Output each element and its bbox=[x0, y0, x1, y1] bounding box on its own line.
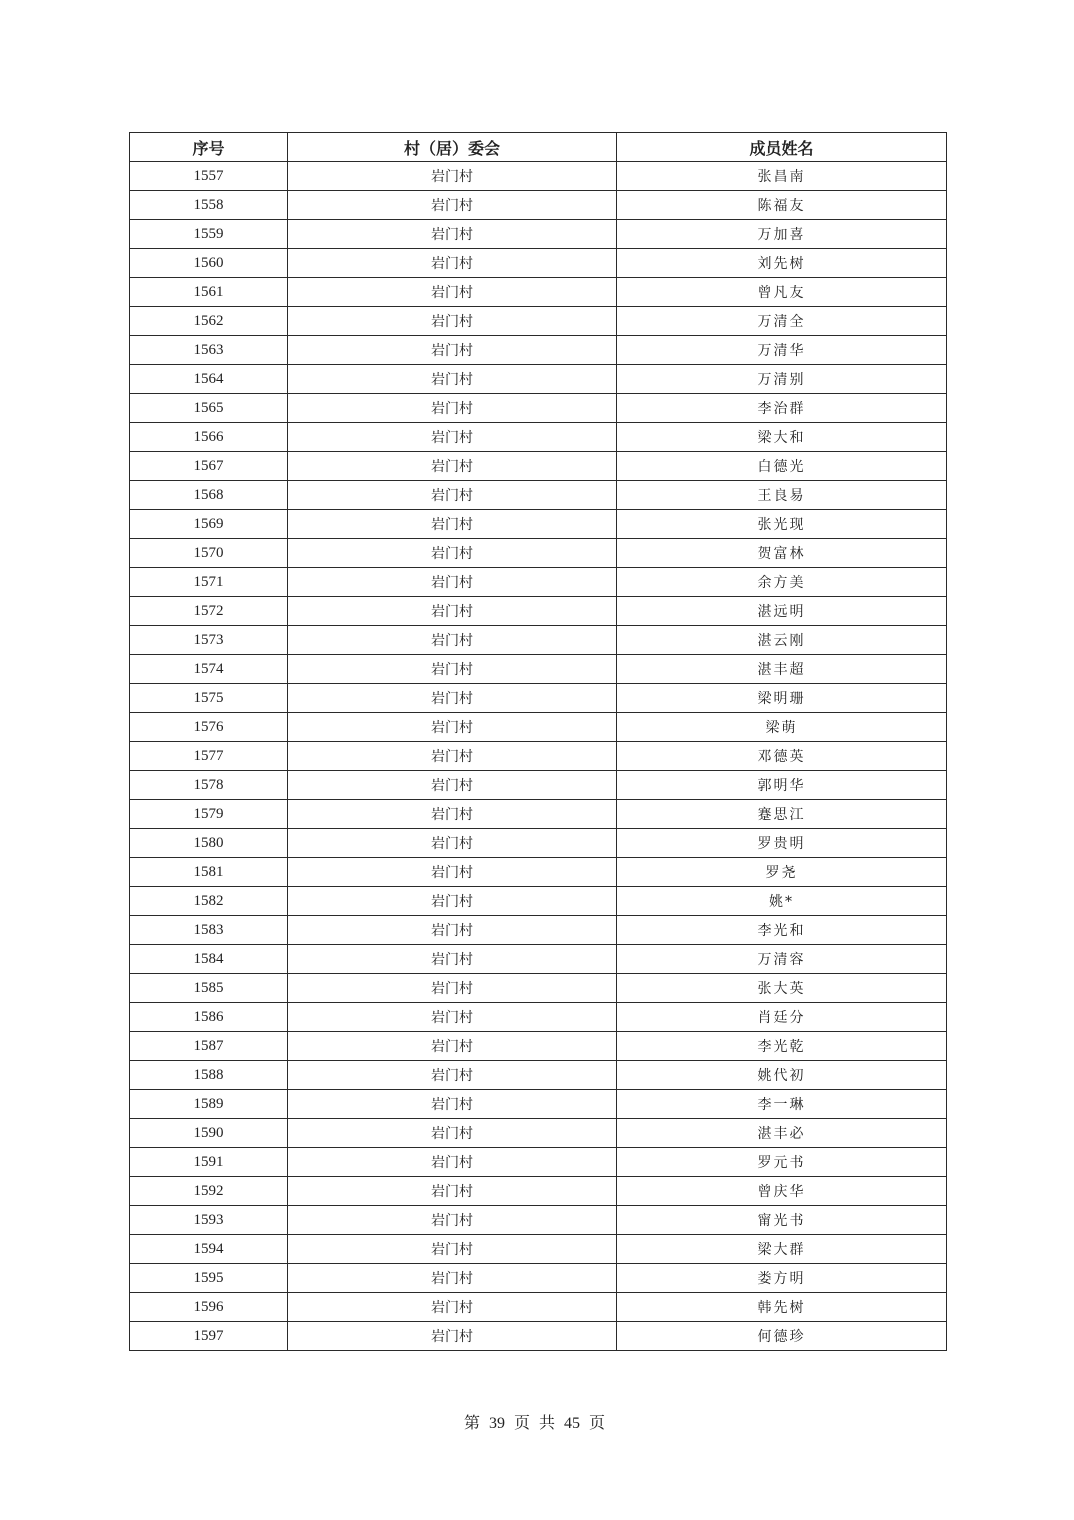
table-row bbox=[130, 800, 947, 829]
cell-committee: 岩门村 bbox=[288, 510, 617, 539]
table-row bbox=[130, 1293, 947, 1322]
table-row bbox=[130, 220, 947, 249]
table-row bbox=[130, 858, 947, 887]
cell-member-name: 张光现 bbox=[617, 510, 947, 539]
cell-seq: 1563 bbox=[130, 336, 288, 365]
cell-committee: 岩门村 bbox=[288, 1090, 617, 1119]
cell-member-name: 姚代初 bbox=[617, 1061, 947, 1090]
cell-member-name: 罗尧 bbox=[617, 858, 947, 887]
table-row bbox=[130, 336, 947, 365]
cell-member-name: 李光和 bbox=[617, 916, 947, 945]
cell-seq: 1588 bbox=[130, 1061, 288, 1090]
cell-member-name: 甯光书 bbox=[617, 1206, 947, 1235]
cell-member-name: 李治群 bbox=[617, 394, 947, 423]
cell-seq: 1578 bbox=[130, 771, 288, 800]
cell-committee: 岩门村 bbox=[288, 887, 617, 916]
cell-seq: 1561 bbox=[130, 278, 288, 307]
cell-committee: 岩门村 bbox=[288, 1264, 617, 1293]
cell-committee: 岩门村 bbox=[288, 1293, 617, 1322]
cell-committee: 岩门村 bbox=[288, 1177, 617, 1206]
cell-member-name: 张大英 bbox=[617, 974, 947, 1003]
cell-seq: 1591 bbox=[130, 1148, 288, 1177]
cell-seq: 1597 bbox=[130, 1322, 288, 1351]
cell-committee: 岩门村 bbox=[288, 568, 617, 597]
cell-seq: 1568 bbox=[130, 481, 288, 510]
table-row bbox=[130, 278, 947, 307]
cell-member-name: 湛丰必 bbox=[617, 1119, 947, 1148]
cell-member-name: 曾庆华 bbox=[617, 1177, 947, 1206]
cell-committee: 岩门村 bbox=[288, 481, 617, 510]
cell-member-name: 李光乾 bbox=[617, 1032, 947, 1061]
cell-member-name: 梁明珊 bbox=[617, 684, 947, 713]
cell-seq: 1593 bbox=[130, 1206, 288, 1235]
cell-seq: 1569 bbox=[130, 510, 288, 539]
table-row bbox=[130, 655, 947, 684]
cell-committee: 岩门村 bbox=[288, 191, 617, 220]
cell-seq: 1582 bbox=[130, 887, 288, 916]
cell-member-name: 白德光 bbox=[617, 452, 947, 481]
header-seq: 序号 bbox=[130, 133, 288, 162]
cell-committee: 岩门村 bbox=[288, 307, 617, 336]
cell-member-name: 余方美 bbox=[617, 568, 947, 597]
table-row bbox=[130, 597, 947, 626]
table-row bbox=[130, 974, 947, 1003]
table-row bbox=[130, 1090, 947, 1119]
cell-seq: 1566 bbox=[130, 423, 288, 452]
cell-seq: 1579 bbox=[130, 800, 288, 829]
cell-committee: 岩门村 bbox=[288, 916, 617, 945]
cell-member-name: 曾凡友 bbox=[617, 278, 947, 307]
cell-seq: 1570 bbox=[130, 539, 288, 568]
table-row bbox=[130, 539, 947, 568]
cell-seq: 1581 bbox=[130, 858, 288, 887]
cell-committee: 岩门村 bbox=[288, 858, 617, 887]
member-table bbox=[129, 132, 947, 1351]
cell-committee: 岩门村 bbox=[288, 278, 617, 307]
cell-member-name: 李一琳 bbox=[617, 1090, 947, 1119]
cell-member-name: 万清全 bbox=[617, 307, 947, 336]
cell-member-name: 张昌南 bbox=[617, 162, 947, 191]
cell-member-name: 肖廷分 bbox=[617, 1003, 947, 1032]
table-row bbox=[130, 307, 947, 336]
cell-seq: 1577 bbox=[130, 742, 288, 771]
cell-seq: 1580 bbox=[130, 829, 288, 858]
table-row bbox=[130, 568, 947, 597]
cell-member-name: 贺富林 bbox=[617, 539, 947, 568]
cell-member-name: 湛云刚 bbox=[617, 626, 947, 655]
footer-prefix: 第 bbox=[463, 1415, 480, 1432]
table-row bbox=[130, 916, 947, 945]
footer-page-word: 页 bbox=[513, 1415, 530, 1432]
cell-seq: 1595 bbox=[130, 1264, 288, 1293]
cell-seq: 1589 bbox=[130, 1090, 288, 1119]
cell-committee: 岩门村 bbox=[288, 539, 617, 568]
table-row bbox=[130, 1235, 947, 1264]
cell-member-name: 刘先树 bbox=[617, 249, 947, 278]
cell-member-name: 娄方明 bbox=[617, 1264, 947, 1293]
cell-committee: 岩门村 bbox=[288, 742, 617, 771]
cell-committee: 岩门村 bbox=[288, 220, 617, 249]
table-row bbox=[130, 394, 947, 423]
cell-committee: 岩门村 bbox=[288, 1206, 617, 1235]
cell-seq: 1560 bbox=[130, 249, 288, 278]
table-row bbox=[130, 713, 947, 742]
cell-committee: 岩门村 bbox=[288, 945, 617, 974]
cell-committee: 岩门村 bbox=[288, 162, 617, 191]
cell-member-name: 姚* bbox=[617, 887, 947, 916]
cell-committee: 岩门村 bbox=[288, 829, 617, 858]
cell-member-name: 邓德英 bbox=[617, 742, 947, 771]
table-row bbox=[130, 1264, 947, 1293]
cell-seq: 1571 bbox=[130, 568, 288, 597]
table-body bbox=[130, 162, 947, 1351]
table-row bbox=[130, 887, 947, 916]
cell-seq: 1564 bbox=[130, 365, 288, 394]
table-row bbox=[130, 162, 947, 191]
cell-committee: 岩门村 bbox=[288, 336, 617, 365]
cell-seq: 1572 bbox=[130, 597, 288, 626]
cell-seq: 1596 bbox=[130, 1293, 288, 1322]
cell-committee: 岩门村 bbox=[288, 597, 617, 626]
cell-seq: 1590 bbox=[130, 1119, 288, 1148]
cell-member-name: 王良易 bbox=[617, 481, 947, 510]
cell-committee: 岩门村 bbox=[288, 452, 617, 481]
table-row bbox=[130, 191, 947, 220]
table-row bbox=[130, 1061, 947, 1090]
cell-member-name: 万清华 bbox=[617, 336, 947, 365]
cell-committee: 岩门村 bbox=[288, 423, 617, 452]
table-row bbox=[130, 1322, 947, 1351]
cell-committee: 岩门村 bbox=[288, 800, 617, 829]
cell-committee: 岩门村 bbox=[288, 1235, 617, 1264]
cell-seq: 1585 bbox=[130, 974, 288, 1003]
cell-seq: 1586 bbox=[130, 1003, 288, 1032]
table-row bbox=[130, 1003, 947, 1032]
footer-total-pages: 45 bbox=[564, 1415, 581, 1432]
cell-member-name: 陈福友 bbox=[617, 191, 947, 220]
cell-seq: 1567 bbox=[130, 452, 288, 481]
cell-member-name: 罗元书 bbox=[617, 1148, 947, 1177]
cell-committee: 岩门村 bbox=[288, 1061, 617, 1090]
footer-current-page: 39 bbox=[488, 1415, 505, 1432]
cell-seq: 1575 bbox=[130, 684, 288, 713]
cell-seq: 1576 bbox=[130, 713, 288, 742]
table-row bbox=[130, 481, 947, 510]
table-row bbox=[130, 249, 947, 278]
table-row bbox=[130, 1119, 947, 1148]
cell-member-name: 何德珍 bbox=[617, 1322, 947, 1351]
cell-seq: 1592 bbox=[130, 1177, 288, 1206]
cell-member-name: 万加喜 bbox=[617, 220, 947, 249]
cell-seq: 1562 bbox=[130, 307, 288, 336]
cell-seq: 1594 bbox=[130, 1235, 288, 1264]
cell-seq: 1574 bbox=[130, 655, 288, 684]
footer-suffix: 页 bbox=[589, 1415, 606, 1432]
cell-member-name: 郭明华 bbox=[617, 771, 947, 800]
table-row bbox=[130, 452, 947, 481]
cell-committee: 岩门村 bbox=[288, 1119, 617, 1148]
table-row bbox=[130, 771, 947, 800]
cell-member-name: 湛远明 bbox=[617, 597, 947, 626]
cell-seq: 1558 bbox=[130, 191, 288, 220]
cell-committee: 岩门村 bbox=[288, 1003, 617, 1032]
table-row bbox=[130, 365, 947, 394]
cell-committee: 岩门村 bbox=[288, 655, 617, 684]
cell-seq: 1583 bbox=[130, 916, 288, 945]
cell-committee: 岩门村 bbox=[288, 365, 617, 394]
cell-member-name: 万清别 bbox=[617, 365, 947, 394]
cell-seq: 1573 bbox=[130, 626, 288, 655]
cell-committee: 岩门村 bbox=[288, 771, 617, 800]
cell-member-name: 梁大群 bbox=[617, 1235, 947, 1264]
footer-total-word: 共 bbox=[539, 1415, 556, 1432]
cell-seq: 1587 bbox=[130, 1032, 288, 1061]
cell-committee: 岩门村 bbox=[288, 1032, 617, 1061]
table-row bbox=[130, 1032, 947, 1061]
cell-member-name: 梁萌 bbox=[617, 713, 947, 742]
header-committee: 村（居）委会 bbox=[288, 133, 617, 162]
cell-committee: 岩门村 bbox=[288, 684, 617, 713]
cell-committee: 岩门村 bbox=[288, 626, 617, 655]
cell-committee: 岩门村 bbox=[288, 713, 617, 742]
table-row bbox=[130, 1206, 947, 1235]
cell-committee: 岩门村 bbox=[288, 1148, 617, 1177]
table-header-row bbox=[130, 133, 947, 162]
table-row bbox=[130, 626, 947, 655]
page-footer bbox=[0, 1410, 1074, 1433]
table-row bbox=[130, 1177, 947, 1206]
cell-committee: 岩门村 bbox=[288, 974, 617, 1003]
cell-seq: 1559 bbox=[130, 220, 288, 249]
table-row bbox=[130, 945, 947, 974]
table-row bbox=[130, 742, 947, 771]
table-row bbox=[130, 510, 947, 539]
cell-member-name: 罗贵明 bbox=[617, 829, 947, 858]
cell-seq: 1584 bbox=[130, 945, 288, 974]
header-member-name: 成员姓名 bbox=[617, 133, 947, 162]
cell-committee: 岩门村 bbox=[288, 1322, 617, 1351]
cell-member-name: 湛丰超 bbox=[617, 655, 947, 684]
cell-seq: 1557 bbox=[130, 162, 288, 191]
table-row bbox=[130, 684, 947, 713]
cell-member-name: 蹇思江 bbox=[617, 800, 947, 829]
cell-member-name: 万清容 bbox=[617, 945, 947, 974]
table-row bbox=[130, 423, 947, 452]
cell-committee: 岩门村 bbox=[288, 249, 617, 278]
cell-member-name: 韩先树 bbox=[617, 1293, 947, 1322]
cell-member-name: 梁大和 bbox=[617, 423, 947, 452]
table-row bbox=[130, 1148, 947, 1177]
table-row bbox=[130, 829, 947, 858]
cell-committee: 岩门村 bbox=[288, 394, 617, 423]
cell-seq: 1565 bbox=[130, 394, 288, 423]
